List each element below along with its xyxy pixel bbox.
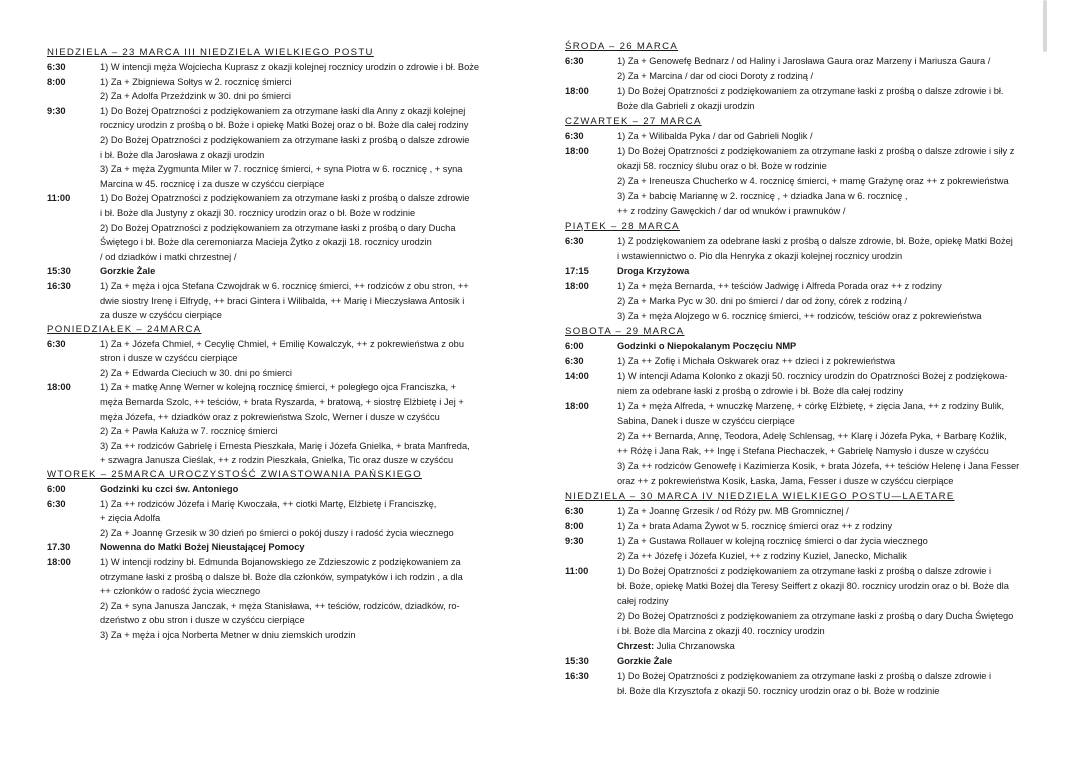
mass-time: 9:30 bbox=[565, 536, 584, 546]
day-heading: SOBOTA – 29 MARCA bbox=[565, 326, 685, 337]
intention-line: 2) Za + Marcina / dar od cioci Doroty z rodziną / bbox=[617, 71, 814, 81]
intention-line: za dusze w czyśćcu cierpiące bbox=[100, 310, 222, 321]
intention-line: Droga Krzyżowa bbox=[617, 266, 690, 276]
intention-line: 2) Za + Pawła Kałuża w 7. rocznicę śmierci bbox=[100, 426, 278, 437]
intention-line: 3) Za + męża Alojzego w 6. rocznicę śmierci, ++ rodziców, teściów oraz z pokrewieństwa bbox=[617, 311, 982, 321]
intention-line: i wstawiennictwo o. Pio dla Henryka z okazji kolejnej rocznicy urodzin bbox=[617, 251, 903, 261]
mass-entry bbox=[47, 540, 519, 555]
intention-line: 1) Za + Gustawa Rollauer w kolejną rocznicę śmierci o dar życia wiecznego bbox=[617, 536, 928, 546]
mass-entry bbox=[47, 60, 519, 75]
mass-entry bbox=[565, 534, 1045, 564]
mass-time: 18:00 bbox=[565, 401, 589, 411]
mass-entry bbox=[565, 339, 1045, 354]
mass-entry bbox=[565, 129, 1045, 144]
mass-entry bbox=[47, 104, 519, 192]
intention-line: 1) W intencji rodziny bł. Edmunda Bojanowskiego ze Zdzieszowic z podziękowaniem za bbox=[100, 557, 461, 567]
intention-line: 3) Za ++ rodziców Gabrielę i Ernesta Pieszkała, Marię i Józefa Gnielka, + brata Manfreda, bbox=[100, 440, 470, 451]
mass-time: 15:30 bbox=[47, 266, 71, 277]
intention-line: 1) Z podziękowaniem za odebrane łaski z prośbą o dalsze zdrowie, bł. Boże, opiekę Matki Bożej bbox=[617, 236, 1013, 246]
intention-line: 2) Za + Adolfa Przeździnk w 30. dni po śmierci bbox=[100, 91, 291, 102]
intention-line: męża Józefa, ++ dziadków oraz z pokrewieństwa Szolc, Werner i dusze w czyśćcu bbox=[100, 411, 440, 422]
intention-line: 2) Do Bożej Opatrzności z podziękowaniem za otrzymane łaski z prośbą o dary Ducha Świętego bbox=[617, 611, 1014, 621]
mass-entry bbox=[565, 669, 1045, 699]
intention-line: 1) Za ++ rodziców Józefa i Marię Kwoczała, ++ ciotki Martę, Elżbietę i Franciszkę, bbox=[100, 498, 437, 509]
baptism-line bbox=[617, 639, 1045, 654]
intention-line: 1) Za + męża i ojca Stefana Czwojdrak w 6. rocznicę śmierci, ++ rodziców z obu stron, ++ bbox=[100, 280, 469, 291]
intention-line: 2) Za ++ Józefę i Józefa Kuziel, ++ z rodziny Kuziel, Janecko, Michalik bbox=[617, 551, 907, 561]
intention-line: 3) Za + męża i ojca Norberta Metner w dniu ziemskich urodzin bbox=[100, 629, 356, 640]
mass-entry bbox=[565, 354, 1045, 369]
mass-entry bbox=[47, 482, 519, 497]
intention-line: Gorzkie Żale bbox=[100, 266, 156, 277]
mass-entry bbox=[565, 654, 1045, 669]
day-heading: NIEDZIELA – 30 MARCA IV NIEDZIELA WIELKIEGO POSTU—LAETARE bbox=[565, 491, 955, 502]
mass-entry bbox=[565, 54, 1045, 84]
mass-time: 18:00 bbox=[565, 86, 589, 96]
intention-line: 2) Za + syna Janusza Janczak, + męża Stanisława, ++ teściów, rodziców, dziadków, ro- bbox=[100, 600, 460, 611]
mass-time: 6:30 bbox=[47, 62, 66, 72]
intention-line: 1) Do Bożej Opatrzności z podziękowaniem za otrzymane łaski z prośbą o dalsze zdrowie bbox=[100, 193, 470, 204]
intention-line: Nowenna do Matki Bożej Nieustającej Pomocy bbox=[100, 542, 305, 553]
intention-line: niem za odebrane łaski z prośbą o zdrowie i bł. Boże dla całej rodziny bbox=[617, 386, 904, 396]
intention-line: 1) Za + męża Alfreda, + wnuczkę Marzenę, + córkę Elżbietę, + zięcia Jana, ++ z rodziny Bulik, bbox=[617, 401, 1005, 411]
intention-line: 1) Do Bożej Opatrzności z podziękowaniem za otrzymane łaski z prośbą o dalsze zdrowie i bł. bbox=[617, 86, 1004, 96]
intention-line: Sabina, Danek i dusze w czyśćcu cierpiące bbox=[617, 416, 795, 426]
mass-entry bbox=[565, 369, 1045, 399]
intention-line: bł. Boże dla Krzysztofa z okazji 50. rocznicy urodzin oraz o bł. Boże w rodzinie bbox=[617, 686, 940, 696]
day-heading: WTOREK – 25MARCA UROCZYSTOŚĆ ZWIASTOWANIA PAŃSKIEGO bbox=[47, 469, 422, 481]
mass-entry bbox=[47, 191, 519, 264]
intention-line: 3) Za + męża Zygmunta Miler w 7. rocznicę śmierci, + syna Piotra w 6. rocznicę , + syna bbox=[100, 164, 463, 175]
mass-time: 8:00 bbox=[565, 521, 584, 531]
mass-entry bbox=[565, 564, 1045, 654]
mass-time: 6:30 bbox=[47, 498, 66, 509]
schedule-column-right bbox=[565, 39, 1045, 699]
mass-time: 6:30 bbox=[565, 236, 584, 246]
mass-time: 6:00 bbox=[47, 484, 66, 495]
mass-time: 18:00 bbox=[565, 146, 589, 156]
intention-line: Boże dla Gabrieli z okazji urodzin bbox=[617, 101, 755, 111]
intention-line: ++ z rodziny Gawęckich / dar od wnuków i prawnuków / bbox=[617, 206, 846, 216]
mass-entry bbox=[565, 504, 1045, 519]
scrollbar[interactable] bbox=[1043, 0, 1047, 52]
intention-line: otrzymane łaski z prośbą o dalsze bł. Boże dla członków, sympatyków i ich rodzin , a dla bbox=[100, 571, 463, 582]
mass-time: 17.30 bbox=[47, 542, 71, 553]
intention-line: 2) Za + Ireneusza Chucherko w 4. rocznicę śmierci, + mamę Grażynę oraz ++ z pokrewieństwa bbox=[617, 176, 1009, 186]
intention-line: męża Bernarda Szolc, ++ teściów, + brata Ryszarda, + bratową, + siostrę Elżbietę i Jej + bbox=[100, 397, 464, 408]
intention-line: oraz ++ z pokrewieństwa Kosik, Łaska, Jama, Fesser i dusze w czyśćcu cierpiące bbox=[617, 476, 954, 486]
intention-line: 3) Za ++ rodziców Genowefę i Kazimierza Kosik, + brata Józefa, ++ teściów Helenę i Jana Fesser bbox=[617, 461, 1020, 471]
mass-time: 6:30 bbox=[565, 131, 584, 141]
mass-time: 8:00 bbox=[47, 76, 66, 87]
intention-line: / od dziadków i matki chrzestnej / bbox=[100, 251, 237, 262]
baptism-name: Julia Chrzanowska bbox=[654, 641, 735, 651]
intention-line: 1) Za ++ Zofię i Michała Oskwarek oraz ++ dzieci i z pokrewieństwa bbox=[617, 356, 895, 366]
day-heading: ŚRODA – 26 MARCA bbox=[565, 41, 679, 52]
intention-line: dzeństwo z obu stron i dusze w czyśćcu cierpiące bbox=[100, 615, 305, 626]
mass-time: 18:00 bbox=[565, 281, 589, 291]
day-heading: PONIEDZIAŁEK – 24MARCA bbox=[47, 323, 202, 335]
mass-time: 6:30 bbox=[565, 56, 584, 66]
intention-line: 2) Za + Marka Pyc w 30. dni po śmierci / dar od żony, córek z rodziną / bbox=[617, 296, 907, 306]
intention-line: 2) Za ++ Bernarda, Annę, Teodora, Adelę Schlensag, ++ Klarę i Józefa Pyka, + Barbarę Koźlik, bbox=[617, 431, 1007, 441]
mass-time: 15:30 bbox=[565, 656, 589, 666]
mass-entry bbox=[47, 337, 519, 381]
mass-time: 6:30 bbox=[565, 506, 584, 516]
mass-entry bbox=[47, 75, 519, 104]
intention-line: 1) Za + Józefa Chmiel, + Cecylię Chmiel, + Emilię Kowalczyk, ++ z pokrewieństwa z obu bbox=[100, 338, 465, 349]
intention-line: 1) Do Bożej Opatrzności z podziękowaniem za otrzymane łaski dla Anny z okazji kolejnej bbox=[100, 105, 466, 116]
mass-entry bbox=[565, 144, 1045, 219]
intention-line: całej rodziny bbox=[617, 596, 669, 606]
baptism-label: Chrzest: bbox=[617, 641, 655, 651]
intention-line: 1) Do Bożej Opatrzności z podziękowaniem za otrzymane łaski z prośbą o dalsze zdrowie i bbox=[617, 671, 992, 681]
intention-line: 1) Za + Joannę Grzesik / od Róży pw. MB Gromnicznej / bbox=[617, 506, 849, 516]
intention-line: 1) W intencji Adama Kolonko z okazji 50. rocznicy urodzin do Opatrzności Bożej z podziękowa- bbox=[617, 371, 1008, 381]
intention-line: ++ Różę i Jana Rak, ++ Ingę i Stefana Piechaczek, + Gabrielę Namysło i dusze w czyśćcu bbox=[617, 446, 989, 456]
intention-line: 2) Za + Joannę Grzesik w 30 dzień po śmierci o pokój duszy i radość życia wiecznego bbox=[100, 527, 454, 538]
mass-time: 6:30 bbox=[47, 338, 66, 349]
intention-line: Gorzkie Żale bbox=[617, 656, 673, 666]
mass-entry bbox=[47, 555, 519, 643]
intention-line: okazji 58. rocznicy ślubu oraz o bł. Boże w rodzinie bbox=[617, 161, 827, 171]
intention-line: 1) Za + matkę Annę Werner w kolejną rocznicę śmierci, + poległego ojca Franciszka, + bbox=[100, 382, 457, 393]
intention-line: 2) Do Bożej Opatrzności z podziękowaniem za otrzymane łaski z prośbą o dalsze zdrowie bbox=[100, 134, 470, 145]
intention-line: 1) Za + Wilibalda Pyka / dar od Gabrieli Noglik / bbox=[617, 131, 813, 141]
mass-entry bbox=[47, 380, 519, 468]
intention-line: Świętego i bł. Boże dla ceremoniarza Macieja Żytko z okazji 18. rocznicy urodzin bbox=[100, 237, 432, 248]
intention-line: 1) Za + Zbigniewa Sołtys w 2. rocznicę śmierci bbox=[100, 76, 292, 87]
mass-time: 6:30 bbox=[565, 356, 584, 366]
intention-line: Godzinki o Niepokalanym Poczęciu NMP bbox=[617, 341, 797, 351]
day-heading: PIĄTEK – 28 MARCA bbox=[565, 221, 680, 232]
mass-entry bbox=[565, 234, 1045, 264]
intention-line: 1) Do Bożej Opatrzności z podziękowaniem za otrzymane łaski z prośbą o dalsze zdrowie i siły z bbox=[617, 146, 1015, 156]
intention-line: Marcina w 45. rocznicę i za dusze w czyśćcu cierpiące bbox=[100, 178, 325, 189]
mass-entry bbox=[565, 279, 1045, 324]
mass-entry bbox=[565, 519, 1045, 534]
mass-time: 16:30 bbox=[565, 671, 589, 681]
intention-line: 2) Do Bożej Opatrzności z podziękowaniem za otrzymane łaski z prośbą o dary Ducha bbox=[100, 222, 456, 233]
mass-time: 11:00 bbox=[47, 193, 71, 204]
mass-time: 18:00 bbox=[47, 382, 71, 393]
mass-time: 14:00 bbox=[565, 371, 589, 381]
intention-line: 2) Za + Edwarda Cieciuch w 30. dni po śmierci bbox=[100, 367, 292, 378]
day-heading: NIEDZIELA – 23 MARCA III NIEDZIELA WIELKIEGO POSTU bbox=[47, 47, 374, 58]
intention-line: 1) Za + męża Bernarda, ++ teściów Jadwigę i Alfreda Porada oraz ++ z rodziny bbox=[617, 281, 942, 291]
intention-line: ++ członków o radość życia wiecznego bbox=[100, 586, 261, 597]
intention-line: 1) Do Bożej Opatrzności z podziękowaniem za otrzymane łaski z prośbą o dalsze zdrowie i bbox=[617, 566, 992, 576]
intention-line: 1) Za + Genowefę Bednarz / od Haliny i Jarosława Gaura oraz Marzeny i Mariusza Gaura / bbox=[617, 56, 991, 66]
intention-line: bł. Boże, opiekę Matki Bożej dla Teresy Seiffert z okazji 80. rocznicy urodzin oraz o bł. Boże dla bbox=[617, 581, 1009, 591]
intention-line: 1) Za + brata Adama Żywot w 5. rocznicę śmierci oraz ++ z rodziny bbox=[617, 521, 893, 531]
mass-time: 11:00 bbox=[565, 566, 589, 576]
mass-time: 6:00 bbox=[565, 341, 584, 351]
mass-entry bbox=[565, 84, 1045, 114]
mass-time: 18:00 bbox=[47, 557, 71, 567]
intention-line: 1) W intencji męża Wojciecha Kuprasz z okazji kolejnej rocznicy urodzin o zdrowie i bł. Boże bbox=[100, 62, 480, 72]
intention-line: i bł. Boże dla Marcina z okazji 40. rocznicy urodzin bbox=[617, 626, 825, 636]
schedule-column-left bbox=[47, 46, 519, 643]
intention-line: + szwagra Janusza Cieślak, ++ z rodzin Pieszkała, Gnielka, Tic oraz dusze w czyśćcu bbox=[100, 455, 454, 466]
intention-line: stron i dusze w czyśćcu cierpiące bbox=[100, 353, 238, 364]
intention-line: Godzinki ku czci św. Antoniego bbox=[100, 484, 239, 495]
mass-entry bbox=[47, 497, 519, 541]
mass-time: 16:30 bbox=[47, 280, 71, 291]
mass-time: 17:15 bbox=[565, 266, 589, 276]
intention-line: dwie siostry Irenę i Elfrydę, ++ braci Gintera i Wilibalda, ++ Marię i Mieczysława Antosik i bbox=[100, 295, 465, 306]
day-heading: CZWARTEK – 27 MARCA bbox=[565, 116, 702, 127]
intention-line: + zięcia Adolfa bbox=[100, 513, 161, 524]
mass-entry bbox=[565, 264, 1045, 279]
intention-line: rocznicy urodzin z prośbą o bł. Boże i opiekę Matki Bożej oraz o bł. Boże dla całej rodziny bbox=[100, 120, 469, 131]
mass-entry bbox=[565, 399, 1045, 489]
intention-line: i bł. Boże dla Jarosława z okazji urodzin bbox=[100, 149, 265, 160]
intention-line: 3) Za + babcię Mariannę w 2. rocznicę , + dziadka Jana w 6. rocznicę , bbox=[617, 191, 908, 201]
mass-entry bbox=[47, 279, 519, 323]
mass-entry bbox=[47, 264, 519, 279]
mass-time: 9:30 bbox=[47, 105, 66, 116]
intention-line: i bł. Boże dla Justyny z okazji 30. rocznicy urodzin oraz o bł. Boże w rodzinie bbox=[100, 207, 416, 218]
